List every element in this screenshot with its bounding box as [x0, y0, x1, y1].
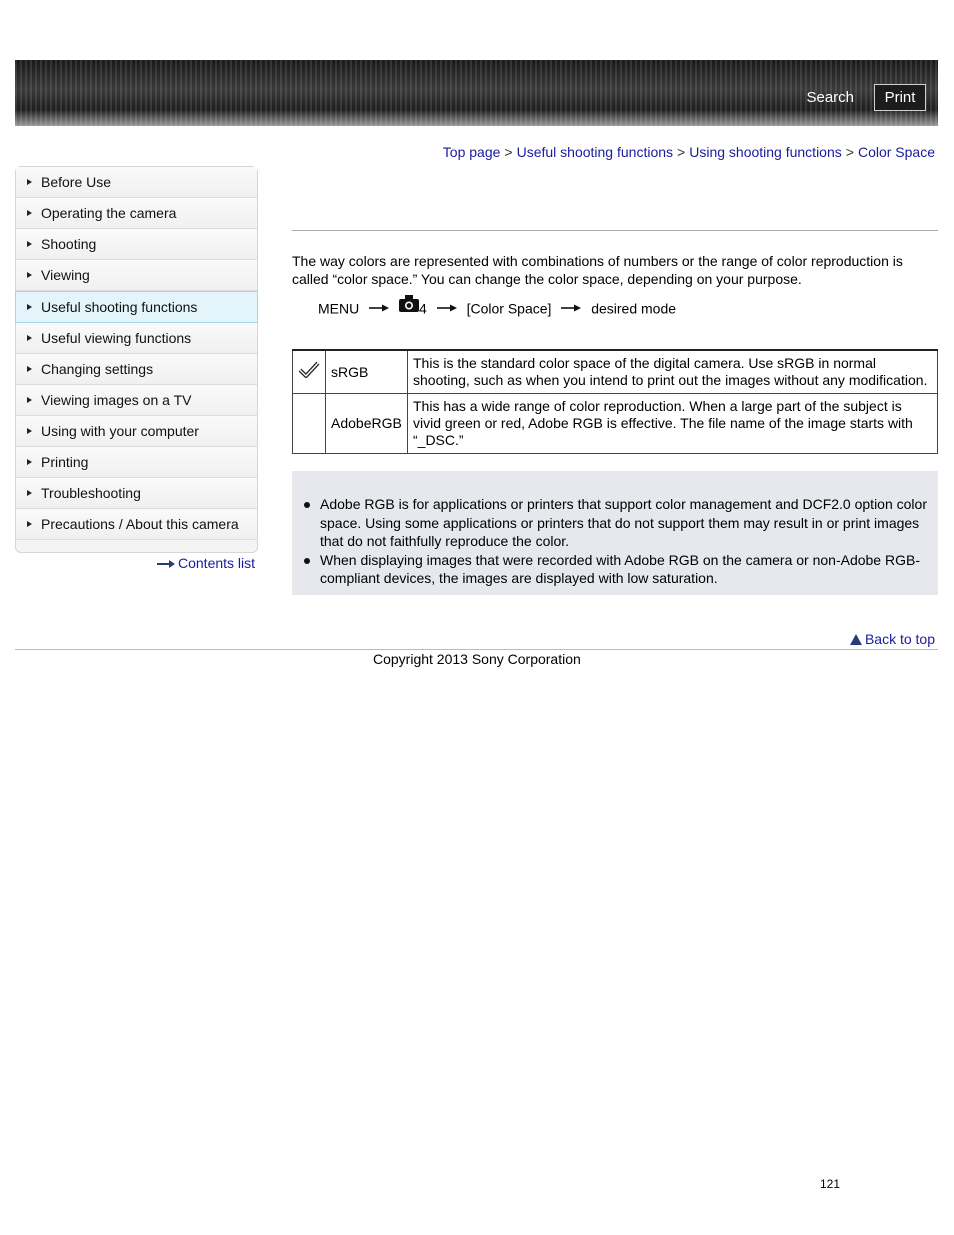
sidebar-item-shooting[interactable] — [16, 229, 257, 260]
breadcrumb-using-shooting-functions[interactable]: Using shooting functions — [689, 144, 842, 160]
sidebar-item-precautions[interactable] — [16, 509, 257, 540]
note-text: When displaying images that were recorded with Adobe RGB on the camera or non-Adobe RGB-compliant devices, the images are displayed with low saturation. — [320, 551, 920, 586]
sidebar-item-label: Changing settings — [41, 361, 154, 377]
sidebar-item-label: Troubleshooting — [41, 485, 141, 501]
table-row — [293, 350, 938, 394]
menu-item: [Color Space] — [466, 300, 552, 317]
sidebar-item-label: Useful shooting functions — [41, 299, 198, 315]
sidebar-item-label: Useful viewing functions — [41, 330, 192, 346]
sidebar-item-printing[interactable] — [16, 447, 257, 478]
sidebar-item-useful-shooting-functions[interactable] — [15, 291, 258, 323]
arrow-right-icon — [27, 459, 32, 465]
arrow-right-icon — [27, 304, 32, 310]
sidebar-item-viewing-images-on-a-tv[interactable] — [16, 385, 257, 416]
breadcrumb — [443, 144, 935, 160]
title-divider — [292, 230, 938, 231]
note-item — [302, 551, 928, 588]
sidebar-item-label: Operating the camera — [41, 205, 177, 221]
breadcrumb-color-space[interactable]: Color Space — [857, 144, 935, 160]
sidebar-item-troubleshooting[interactable] — [16, 478, 257, 509]
sidebar-item-label: Before Use — [41, 174, 112, 190]
bullet-icon — [304, 502, 310, 508]
note-text: Adobe RGB is for applications or printers that support color management and DCF2.0 option color space. Using some applications or printers that do not support them may result in or print images that do not faithfully reproduce the color. — [320, 496, 927, 549]
arrow-right-icon — [27, 397, 32, 403]
search-link[interactable]: Search — [806, 89, 854, 106]
sidebar-item-label: Precautions / About this camera — [41, 516, 239, 532]
sidebar-item-label: Printing — [41, 454, 89, 470]
menu-tab-number: 4 — [419, 300, 427, 317]
menu-label: MENU — [318, 300, 360, 317]
back-to-top-link[interactable] — [850, 631, 935, 647]
up-triangle-icon — [850, 634, 862, 645]
sidebar-item-operating-the-camera[interactable] — [16, 198, 257, 229]
sidebar-item-label: Using with your computer — [41, 423, 199, 439]
arrow-right-icon — [27, 272, 32, 278]
notes-box — [292, 471, 938, 595]
checkmark-icon — [298, 360, 320, 380]
table-cell-description: This is the standard color space of the digital camera. Use sRGB in normal shooting, such as when you intend to print out the images without any modification. — [408, 350, 938, 394]
sidebar-item-using-with-your-computer[interactable] — [16, 416, 257, 447]
sidebar-item-label: Viewing images on a TV — [41, 392, 192, 408]
copyright-text: Copyright 2013 Sony Corporation — [373, 651, 581, 667]
note-item — [302, 495, 928, 551]
breadcrumb-separator: > — [504, 144, 513, 160]
sidebar-item-useful-viewing-functions[interactable] — [16, 323, 257, 354]
table-cell-description: This has a wide range of color reproduction. When a large part of the subject is vivid green or red, Adobe RGB is effective. The file name of the image starts with “_DSC.” — [408, 394, 938, 454]
color-space-table — [292, 349, 938, 454]
breadcrumb-useful-shooting-functions[interactable]: Useful shooting functions — [516, 144, 674, 160]
arrow-right-icon — [157, 560, 175, 568]
table-cell-icon — [293, 394, 326, 454]
sidebar-item-before-use[interactable] — [16, 167, 257, 198]
contents-list-link[interactable] — [157, 555, 255, 571]
arrow-right-icon — [27, 366, 32, 372]
menu-target: desired mode — [591, 300, 677, 317]
breadcrumb-separator: > — [677, 144, 686, 160]
page-number: 121 — [820, 1177, 841, 1191]
footer-divider — [15, 649, 938, 650]
arrow-right-icon — [27, 179, 32, 185]
arrow-right-icon — [27, 521, 32, 527]
back-to-top-label: Back to top — [864, 631, 935, 647]
arrow-right-icon — [27, 241, 32, 247]
camera-icon — [399, 295, 419, 312]
table-row — [293, 394, 938, 454]
contents-list-label: Contents list — [178, 555, 256, 571]
bullet-icon — [304, 558, 310, 564]
sidebar-item-label: Viewing — [41, 267, 90, 283]
sidebar-item-changing-settings[interactable] — [16, 354, 257, 385]
print-button[interactable]: Print — [874, 84, 926, 111]
arrow-right-icon — [27, 428, 32, 434]
arrow-right-icon — [561, 304, 581, 312]
breadcrumb-separator: > — [845, 144, 854, 160]
arrow-right-icon — [437, 304, 457, 312]
sidebar-nav — [15, 166, 258, 553]
arrow-right-icon — [369, 304, 389, 312]
intro-text: The way colors are represented with combinations of numbers or the range of color reproduction is called “color space.” You can change the color space, depending on your purpose. — [292, 253, 903, 287]
table-cell-icon — [293, 350, 326, 394]
header-bar — [15, 60, 938, 126]
menu-path — [318, 295, 676, 316]
arrow-right-icon — [27, 335, 32, 341]
arrow-right-icon — [27, 210, 32, 216]
arrow-right-icon — [27, 490, 32, 496]
sidebar-item-label: Shooting — [41, 236, 97, 252]
sidebar-item-viewing[interactable] — [16, 260, 257, 291]
breadcrumb-top-page[interactable]: Top page — [442, 144, 501, 160]
table-cell-name: sRGB — [326, 350, 408, 394]
table-cell-name: AdobeRGB — [326, 394, 408, 454]
